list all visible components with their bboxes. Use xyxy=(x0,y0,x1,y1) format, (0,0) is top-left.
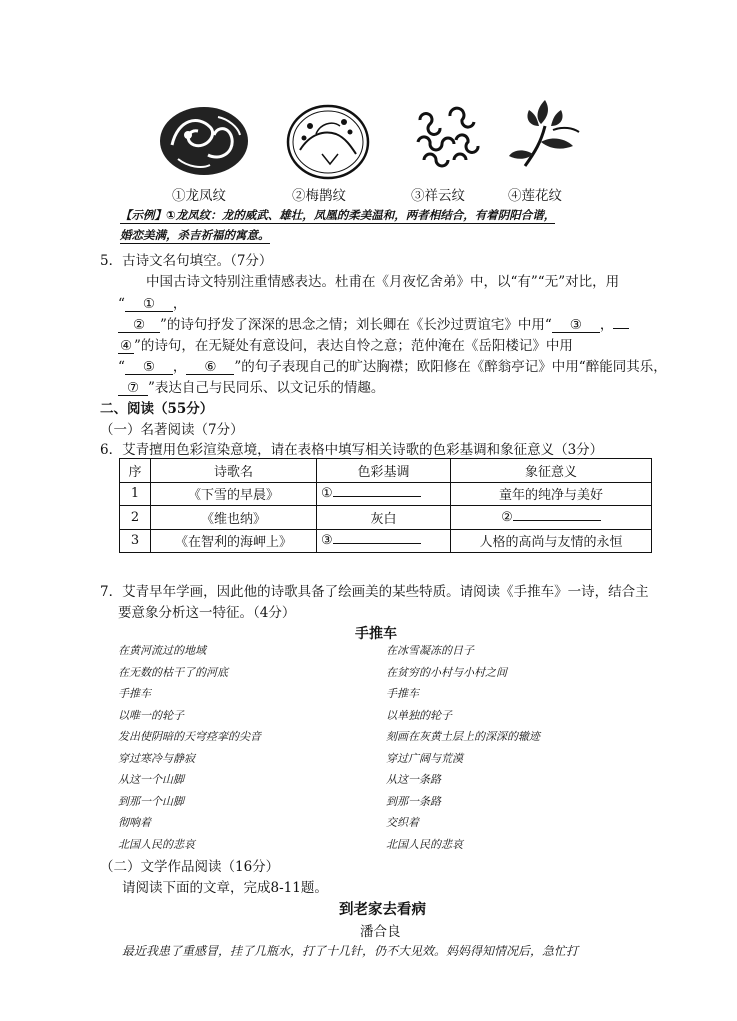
row-no: 3 xyxy=(120,529,151,553)
q5-blank-5[interactable]: ⑤ xyxy=(125,360,173,375)
header-poem: 诗歌名 xyxy=(151,459,317,483)
poem-line: 以单独的轮子 xyxy=(386,708,452,722)
row-color: 灰白 xyxy=(317,506,451,530)
header-meaning: 象征意义 xyxy=(451,459,652,483)
poem-line: 在冰雪凝冻的日子 xyxy=(386,644,474,657)
poem-line: 到那一条路 xyxy=(386,794,441,808)
poem-line: 穿过寒冷与静寂 xyxy=(118,751,195,765)
q5-line-3: ② ”的诗句抒发了深深的思念之情；刘长卿在《长沙过贾谊宅》中用“ ③ ， xyxy=(118,313,629,333)
q5-line-4: ④ ”的诗句，在无疑处有意设问，表达自怜之意；范仲淹在《岳阳楼记》中用 xyxy=(119,338,573,354)
article-title: 到老家去看病 xyxy=(339,901,426,918)
row-color[interactable]: ③ xyxy=(317,529,451,553)
lotus-pattern-icon xyxy=(505,92,585,178)
row-meaning: 人格的高尚与友情的永恒 xyxy=(451,529,652,553)
poem-line: 交织着 xyxy=(386,816,419,829)
poem-line: 在贫穷的小村与小村之间 xyxy=(386,665,507,679)
example-answer-line-1: 【示例】①龙凤纹：龙的威武、雄壮，凤凰的柔美温和，两者相结合，有着阴阳合谐， xyxy=(120,208,556,222)
row-color[interactable]: ① xyxy=(317,482,451,506)
poem-line: 以唯一的轮子 xyxy=(118,708,184,722)
poem-line: 手推车 xyxy=(118,687,151,700)
caption-lotus: ④莲花纹 xyxy=(508,188,562,204)
header-color: 色彩基调 xyxy=(317,459,451,483)
caption-dragon-phoenix: ①龙凤纹 xyxy=(172,188,226,204)
q5-line-1: 中国古诗文特别注重情感表达。杜甫在《月夜忆舍弟》中，以“有”“无”对比，用 xyxy=(146,274,620,290)
q6-title: 6．艾青擅用色彩渲染意境，请在表格中填写相关诗歌的色彩基调和象征意义（3分） xyxy=(100,442,604,458)
row-meaning[interactable]: ② xyxy=(451,506,652,530)
q5-line-5: “ ⑤ ， ⑥ ”的句子表现自己的旷达胸襟；欧阳修在《醉翁亭记》中用“醉能同其乐， xyxy=(118,359,667,375)
table-row xyxy=(120,482,652,506)
reading-instruction: 请阅读下面的文章，完成8-11题。 xyxy=(122,880,328,896)
poem-line: 穿过广阔与荒漠 xyxy=(386,751,463,765)
table-row xyxy=(120,506,652,530)
table-header-row xyxy=(120,459,652,483)
caption-auspicious-cloud: ③祥云纹 xyxy=(411,188,465,204)
poem-right-column xyxy=(386,640,540,855)
article-author: 潘合良 xyxy=(360,924,401,940)
row-poem: 《下雪的早晨》 xyxy=(151,482,317,506)
q5-blank-6[interactable]: ⑥ xyxy=(186,360,234,375)
row-poem: 《在智利的海岬上》 xyxy=(151,529,317,553)
section-2-title: 二、阅读（55分） xyxy=(100,401,214,417)
poem-line: 到那一个山脚 xyxy=(118,794,184,808)
example-answer-line-2: 婚恋美满，杀吉祈福的寓意。 xyxy=(120,228,270,242)
article-first-line: 最近我患了重感冒，挂了几瓶水，打了十几针，仍不大见效。妈妈得知情况后，急忙打 xyxy=(122,944,579,958)
poem-line: 北国人民的悲哀 xyxy=(118,837,195,851)
poem-left-column xyxy=(118,640,261,855)
auspicious-cloud-pattern-icon xyxy=(410,106,486,170)
q5-line-2: “ ① ， xyxy=(118,296,187,312)
q5-blank-3[interactable]: ③ xyxy=(552,318,600,333)
row-no: 2 xyxy=(120,506,151,530)
q5-blank-4[interactable]: ④ xyxy=(119,338,133,354)
dragon-phoenix-pattern-icon xyxy=(158,105,250,177)
row-meaning: 童年的纯净与美好 xyxy=(451,482,652,506)
poem-line: 北国人民的悲哀 xyxy=(386,837,463,851)
table-row xyxy=(120,529,652,553)
poem-line: 彻响着 xyxy=(118,816,151,829)
poem-line: 从这一个山脚 xyxy=(118,773,184,786)
section-2-sub-1: （一）名著阅读（7分） xyxy=(100,422,244,438)
row-no: 1 xyxy=(120,482,151,506)
plum-magpie-pattern-icon xyxy=(286,104,370,180)
q5-blank-2[interactable]: ② xyxy=(118,318,160,333)
poem-title: 手推车 xyxy=(355,626,397,642)
q7-line-1: 7．艾青早年学画，因此他的诗歌具备了绘画美的某些特质。请阅读《手推车》一诗，结合主 xyxy=(100,584,649,600)
q5-line-6: ⑦ ”表达自己与民同乐、以文记乐的情趣。 xyxy=(118,376,384,396)
caption-plum-magpie: ②梅鹊纹 xyxy=(292,188,346,204)
q5-title: 5．古诗文名句填空。（7分） xyxy=(100,253,273,269)
row-poem: 《维也纳》 xyxy=(151,506,317,530)
q6-table xyxy=(119,458,652,553)
q5-blank-1[interactable]: ① xyxy=(125,297,173,312)
q5-blank-7[interactable]: ⑦ xyxy=(118,381,148,396)
q7-line-2: 要意象分析这一特征。（4分） xyxy=(118,605,296,621)
poem-line: 从这一条路 xyxy=(386,773,441,786)
poem-line: 在无数的枯干了的河底 xyxy=(118,665,228,679)
poem-line: 手推车 xyxy=(386,687,419,700)
poem-line: 发出使阴暗的天穹痉挛的尖音 xyxy=(118,730,261,743)
poem-line: 刻画在灰黄土层上的深深的辙迹 xyxy=(386,730,540,743)
header-no: 序 xyxy=(120,459,151,483)
poem-line: 在黄河流过的地域 xyxy=(118,644,206,657)
section-2-sub-2: （二）文学作品阅读（16分） xyxy=(100,859,280,875)
